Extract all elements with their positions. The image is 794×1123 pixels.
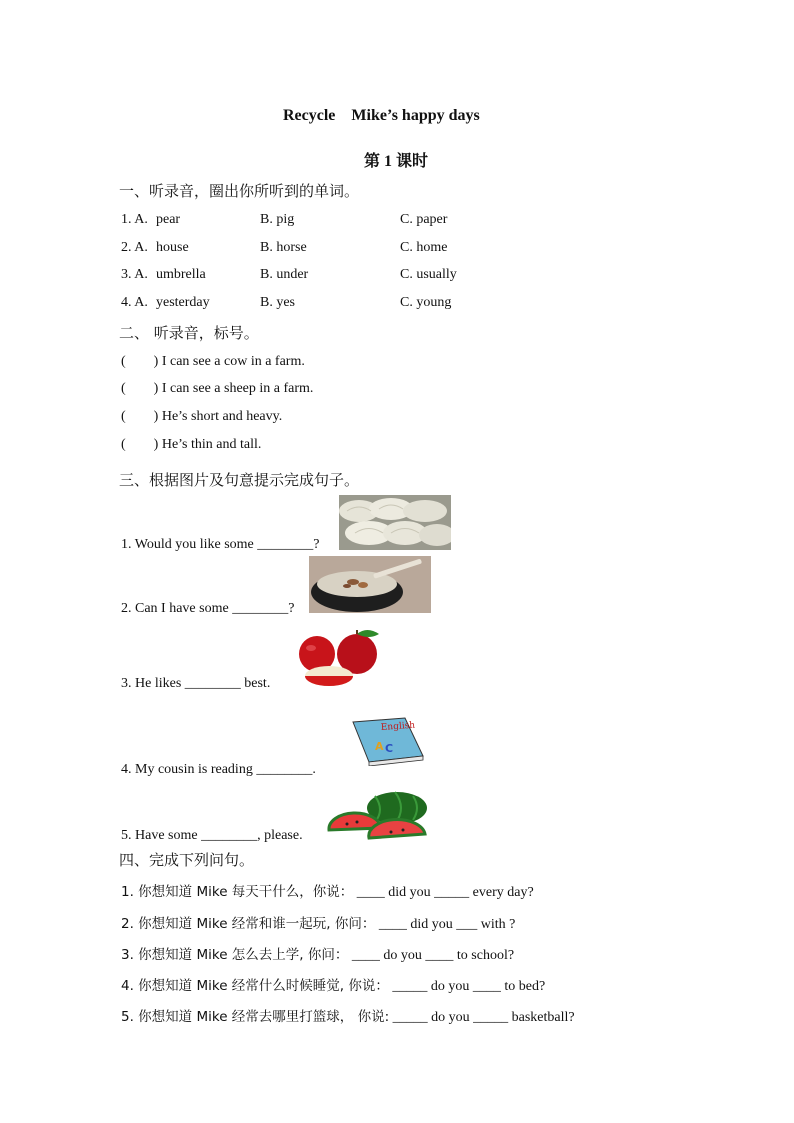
section2-item: ( ) I can see a cow in a farm. [121, 354, 305, 369]
section1-item: 3. A. umbrella B. under C. usually [121, 267, 457, 282]
option-a: umbrella [156, 267, 206, 282]
option-b: B. horse [260, 240, 307, 255]
section1-item: 4. A. yesterday B. yes C. young [121, 295, 452, 310]
congee-image [309, 556, 431, 613]
section3-item: 2. Can I have some ________? [121, 601, 295, 616]
option-c: C. young [400, 295, 452, 310]
section3-heading: 三、根据图片及句意提示完成句子。 [119, 471, 360, 489]
section4-item: 4. 你想知道 Mike 经常什么时候睡觉, 你说： _____ do you ____ to bed? [121, 978, 546, 994]
section4-item: 2. 你想知道 Mike 经常和谁一起玩, 你问： ____ did you ___ with ? [121, 916, 516, 932]
svg-text:A: A [375, 740, 384, 753]
section4-item: 5. 你想知道 Mike 经常去哪里打篮球， 你说: _____ do you _____ basketball? [121, 1009, 575, 1025]
section2-item: ( ) He’s thin and tall. [121, 437, 262, 452]
section4-item: 1. 你想知道 Mike 每天干什么，你说： ____ did you _____ every day? [121, 884, 534, 900]
answer-bracket[interactable]: ( ) [121, 354, 159, 369]
section2-item: ( ) He’s short and heavy. [121, 409, 283, 424]
section3-item: 1. Would you like some ________? [121, 537, 320, 552]
section3-item: 5. Have some ________, please. [121, 828, 303, 843]
option-b: B. pig [260, 212, 295, 227]
page-title: Recycle Mike’s happy days [283, 107, 480, 124]
section1-item: 2. A. house B. horse C. home [121, 240, 448, 255]
option-c: C. paper [400, 212, 448, 227]
english-book-image [347, 716, 427, 766]
section3-item: 4. My cousin is reading ________. [121, 762, 316, 777]
section2-item: ( ) I can see a sheep in a farm. [121, 381, 314, 396]
option-a: yesterday [156, 295, 210, 310]
answer-bracket[interactable]: ( ) [121, 381, 159, 396]
option-a: house [156, 240, 189, 255]
lesson-subtitle: 第 1 课时 [364, 153, 429, 170]
section3-item: 3. He likes ________ best. [121, 676, 271, 691]
answer-bracket[interactable]: ( ) [121, 409, 159, 424]
option-b: B. under [260, 267, 309, 282]
section2-heading: 二、 听录音，标号。 [119, 324, 259, 342]
option-a: pear [156, 212, 181, 227]
section1-heading: 一、听录音，圈出你所听到的单词。 [119, 182, 360, 200]
option-c: C. home [400, 240, 448, 255]
section1-item: 1. A. pear B. pig C. paper [121, 212, 448, 227]
option-b: B. yes [260, 295, 295, 310]
svg-text:C: C [385, 742, 394, 755]
watermelon-image [325, 786, 431, 840]
dumplings-image [339, 495, 451, 550]
section4-heading: 四、完成下列问句。 [119, 851, 255, 869]
section4-item: 3. 你想知道 Mike 怎么去上学, 你问： ____ do you ____ to school? [121, 947, 515, 963]
book-title-text: English [380, 720, 416, 733]
answer-bracket[interactable]: ( ) [121, 437, 159, 452]
option-c: C. usually [400, 267, 457, 282]
apples-image [283, 628, 395, 688]
